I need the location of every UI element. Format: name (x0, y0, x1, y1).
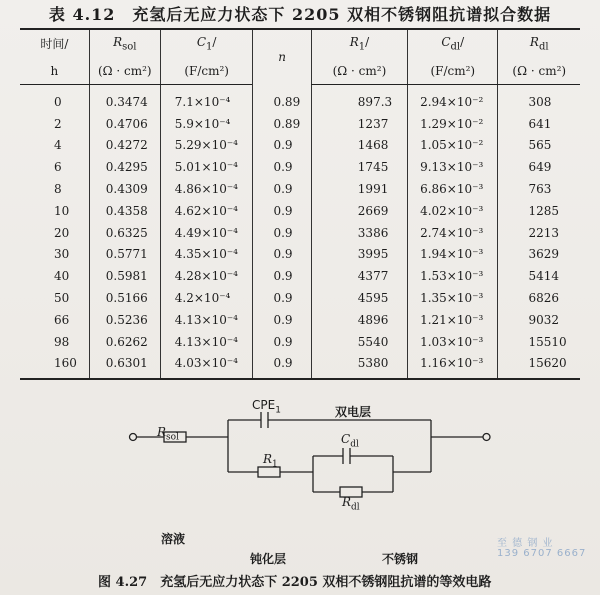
table-cell: 0.6301 (89, 353, 160, 380)
table-row (20, 113, 580, 135)
table-cell: 0 (54, 94, 62, 109)
table-row (20, 244, 580, 266)
watermark-phone: 139 6707 6667 (497, 548, 587, 559)
table-cell: 5.9×10⁻⁴ (160, 113, 253, 135)
header-time: 时间/ (20, 29, 89, 57)
table-cell: 0.4706 (89, 113, 160, 135)
label-cdl: $C_{dl}$ (341, 432, 359, 450)
table-cell: 15510 (498, 331, 580, 353)
table-cell: 0.5166 (89, 287, 160, 309)
header-row-top (20, 29, 580, 57)
table-cell: 1.94×10⁻³ (408, 244, 498, 266)
header-time-unit: h (20, 57, 89, 85)
table-cell: 0.6262 (89, 331, 160, 353)
table-cell: 0.9 (253, 200, 311, 222)
header-cdl: $C_{dl}/$ (408, 29, 498, 57)
table-cell: 4.28×10⁻⁴ (160, 265, 253, 287)
table-cell: 6826 (498, 287, 580, 309)
table-row (20, 156, 580, 178)
header-n: n (253, 29, 311, 85)
table-row (20, 85, 580, 113)
table-cell: 4.35×10⁻⁴ (160, 244, 253, 266)
table-cell: 66 (54, 312, 70, 327)
table-cell: 9.13×10⁻³ (408, 156, 498, 178)
table-cell: 8 (54, 182, 62, 197)
table-cell: 0.89 (253, 113, 311, 135)
table-cell: 4.02×10⁻³ (408, 200, 498, 222)
table-cell: 0.4358 (89, 200, 160, 222)
table-cell: 7.1×10⁻⁴ (160, 85, 253, 113)
table-cell: 98 (54, 334, 70, 349)
table-cell: 4.13×10⁻⁴ (160, 331, 253, 353)
table-row (20, 222, 580, 244)
table-cell: 763 (498, 178, 580, 200)
table-cell: 1991 (311, 178, 407, 200)
watermark-company: 至 德 钢 业 (497, 538, 554, 549)
table-cell: 1.29×10⁻² (408, 113, 498, 135)
table-cell: 3995 (311, 244, 407, 266)
table-cell: 0.5981 (89, 265, 160, 287)
table-row (20, 331, 580, 353)
label-passive-film: 钝化层 (250, 552, 287, 566)
table-row (20, 287, 580, 309)
table-cell: 0.5236 (89, 309, 160, 331)
table-cell: 4.03×10⁻⁴ (160, 353, 253, 380)
header-c1: $C_1/$ (160, 29, 253, 57)
table-cell: 565 (498, 135, 580, 157)
table-cell: 2.94×10⁻² (408, 85, 498, 113)
label-rsol: $R_{sol}$ (157, 425, 179, 443)
table-cell: 0.5771 (89, 244, 160, 266)
table-cell: 0.4295 (89, 156, 160, 178)
table-cell: 0.9 (253, 331, 311, 353)
header-rdl: $R_{dl}$ (498, 29, 580, 57)
header-r1-unit: (Ω · cm²) (311, 57, 407, 85)
header-rsol-unit: (Ω · cm²) (89, 57, 160, 85)
circuit-terminal-left (130, 434, 137, 441)
table-cell: 6.86×10⁻³ (408, 178, 498, 200)
table-row (20, 309, 580, 331)
table-cell: 0.9 (253, 156, 311, 178)
table-cell: 1.21×10⁻³ (408, 309, 498, 331)
table-cell: 40 (54, 269, 70, 284)
header-cdl-unit: (F/cm²) (408, 57, 498, 85)
table-cell: 10 (54, 203, 70, 218)
table-cell: 6 (54, 160, 62, 175)
table-cell: 0.9 (253, 265, 311, 287)
label-stainless-steel: 不锈钢 (382, 552, 419, 566)
table-cell: 897.3 (311, 85, 407, 113)
table-cell: 2669 (311, 200, 407, 222)
table-cell: 5.01×10⁻⁴ (160, 156, 253, 178)
label-r1: $R_1$ (263, 452, 278, 470)
table-body (20, 85, 580, 380)
table-cell: 9032 (498, 309, 580, 331)
impedance-fit-table (20, 28, 580, 380)
table-cell: 4595 (311, 287, 407, 309)
table-cell: 0.9 (253, 222, 311, 244)
label-rdl: $R_{dl}$ (342, 495, 360, 513)
figure-caption: 图 4.27 充氢后无应力状态下 2205 双相不锈钢阻抗谱的等效电路 (98, 575, 492, 590)
table-cell: 0.9 (253, 309, 311, 331)
table-cell: 50 (54, 291, 70, 306)
table-cell: 2 (54, 116, 62, 131)
table-cell: 2213 (498, 222, 580, 244)
table-cell: 0.89 (253, 85, 311, 113)
table-cell: 1.05×10⁻² (408, 135, 498, 157)
table-cell: 160 (20, 353, 89, 380)
table-caption: 表 4.12 充氢后无应力状态下 2205 双相不锈钢阻抗谱拟合数据 (48, 5, 552, 24)
table-cell: 649 (498, 156, 580, 178)
table-cell: 1.16×10⁻³ (408, 353, 498, 380)
header-r1: $R_1/$ (311, 29, 407, 57)
table-cell: 20 (54, 225, 70, 240)
table-cell: 0.6325 (89, 222, 160, 244)
table-row (20, 265, 580, 287)
table-cell: 1285 (498, 200, 580, 222)
table-cell: 3386 (311, 222, 407, 244)
table-cell: 0.4309 (89, 178, 160, 200)
table-cell: 4.49×10⁻⁴ (160, 222, 253, 244)
table-row (20, 178, 580, 200)
table-cell: 0.4272 (89, 135, 160, 157)
table-cell: 30 (54, 247, 70, 262)
table-cell: 308 (498, 85, 580, 113)
table-cell: 1.53×10⁻³ (408, 265, 498, 287)
table-cell: 2.74×10⁻³ (408, 222, 498, 244)
header-rdl-unit: (Ω · cm²) (498, 57, 580, 85)
table-cell: 1745 (311, 156, 407, 178)
table-cell: 5540 (311, 331, 407, 353)
table-cell: 0.9 (253, 178, 311, 200)
table-cell: 4.62×10⁻⁴ (160, 200, 253, 222)
header-c1-unit: (F/cm²) (160, 57, 253, 85)
table-row (20, 135, 580, 157)
table-cell: 0.9 (253, 287, 311, 309)
header-rsol: $R_{sol}$ (89, 29, 160, 57)
table-cell: 0.3474 (89, 85, 160, 113)
table-cell: 1.03×10⁻³ (408, 331, 498, 353)
table-cell: 0.9 (253, 244, 311, 266)
table-row (20, 200, 580, 222)
label-solution: 溶液 (161, 532, 186, 546)
label-double-layer: 双电层 (335, 405, 372, 419)
table-cell: 4.2×10⁻⁴ (160, 287, 253, 309)
circuit-terminal-right (483, 434, 490, 441)
table-cell: 4.86×10⁻⁴ (160, 178, 253, 200)
table-cell: 1468 (311, 135, 407, 157)
table-cell: 1.35×10⁻³ (408, 287, 498, 309)
label-cpe1: $CPE_1$ (252, 398, 281, 416)
table-row (20, 353, 580, 380)
table-cell: 4.13×10⁻⁴ (160, 309, 253, 331)
table-cell: 4896 (311, 309, 407, 331)
table-cell: 4 (54, 138, 62, 153)
table-cell: 5380 (311, 353, 407, 380)
table-cell: 1237 (311, 113, 407, 135)
table-cell: 0.9 (253, 135, 311, 157)
table-cell: 5414 (498, 265, 580, 287)
table-cell: 4377 (311, 265, 407, 287)
table-cell: 5.29×10⁻⁴ (160, 135, 253, 157)
table-cell: 641 (498, 113, 580, 135)
table-cell: 0.9 (253, 353, 311, 380)
table-cell: 3629 (498, 244, 580, 266)
table-cell: 15620 (498, 353, 580, 380)
